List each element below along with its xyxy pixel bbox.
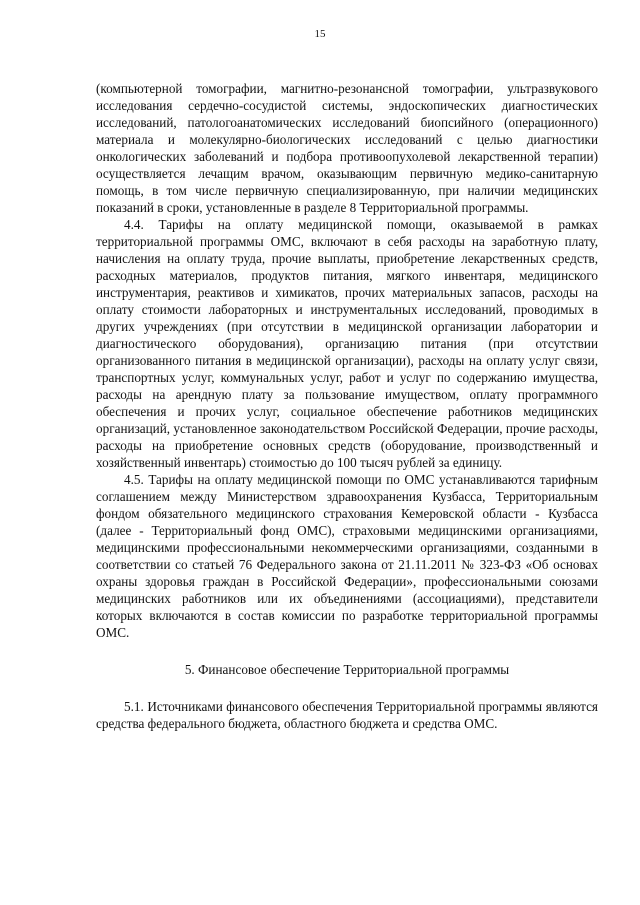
section-heading: 5. Финансовое обеспечение Территориальной программы: [184, 662, 510, 677]
paragraph-4-5: 4.5. Тарифы на оплату медицинской помощи по ОМС устанавливаются тарифным соглашением между Министерством здравоохранения Кузбасса, Территориальным фондом обязательного медицинского страхования Кемеровской области - Кузбасса (далее - Территориальный фонд ОМС), страховыми медицинскими организациями, медицинскими профессиональными некоммерческими организациями, созданными в соответствии со статьей 76 Федерального закона от 21.11.2011 № 323-ФЗ «Об основах охраны здоровья граждан в Российской Федерации», профессиональными союзами медицинских работников или их объединениями (ассоциациями), представители которых включаются в состав комиссии по разработке территориальной программы ОМС.: [96, 472, 598, 640]
document-body: [96, 80, 598, 732]
paragraph-5-1: 5.1. Источниками финансового обеспечения Территориальной программы являются средства федерального бюджета, областного бюджета и средства ОМС.: [96, 699, 598, 731]
paragraph-continuation: (компьютерной томографии, магнитно-резонансной томографии, ультразвукового исследования сердечно-сосудистой системы, эндоскопических диагностических исследований, патологоанатомических исследований биопсийного (операционного) материала и молекулярно-биологических исследований с целью диагностики онкологических заболеваний и подбора противоопухолевой лекарственной терапии) осуществляется лечащим врачом, оказывающим первичную медико-санитарную помощь, в том числе первичную специализированную, при наличии медицинских показаний в сроки, установленные в разделе 8 Территориальной программы.: [96, 81, 598, 215]
page-number: 15: [314, 28, 326, 40]
paragraph-4-4: 4.4. Тарифы на оплату медицинской помощи, оказываемой в рамках территориальной программы ОМС, включают в себя расходы на заработную плату, начисления на оплату труда, прочие выплаты, приобретение лекарственных средств, расходных материалов, продуктов питания, мягкого инвентаря, медицинского инструментария, реактивов и химикатов, прочих материальных запасов, расходы на оплату стоимости лабораторных и инструментальных исследований, проводимых в других учреждениях (при отсутствии в медицинской организации лаборатории и диагностического оборудования), организацию питания (при отсутствии организованного питания в медицинской организации), расходы на оплату услуг связи, транспортных услуг, коммунальных услуг, работ и услуг по содержанию имущества, расходы на арендную плату за пользование имуществом, оплату программного обеспечения и прочих услуг, социальное обеспечение работников медицинских организаций, установленное законодательством Российской Федерации, прочие расходы, расходы на приобретение основных средств (оборудование, производственный и хозяйственный инвентарь) стоимостью до 100 тысяч рублей за единицу.: [96, 217, 598, 470]
